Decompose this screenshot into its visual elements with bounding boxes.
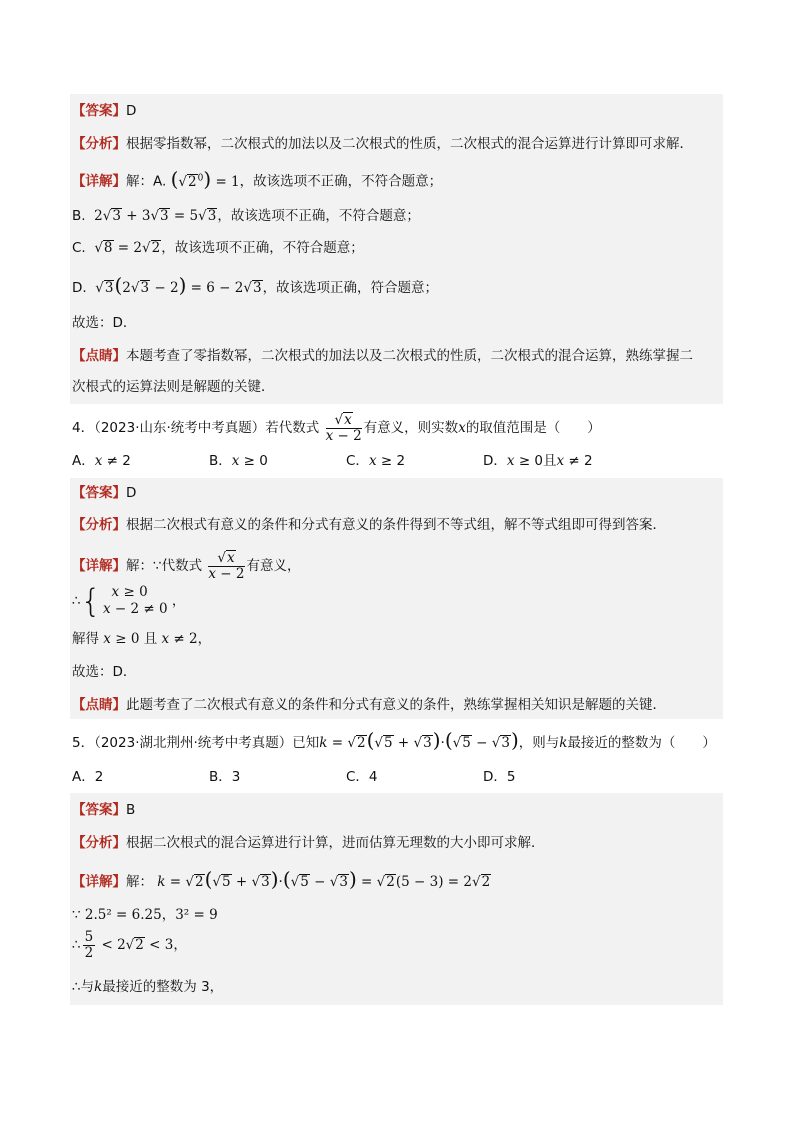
answer-tag: 【答案】 (72, 485, 126, 501)
option-a-conclusion: ，故该选项不正确，不符合题意； (239, 173, 443, 190)
q4-option-b[interactable]: B．x ≥ 0 (209, 453, 268, 469)
q5-detail-4 (72, 977, 223, 997)
q3-detail-c (72, 238, 364, 258)
q4-detail-system: ∴{ x ≥ 0 x − 2 ≠ 0 ， (72, 582, 186, 620)
detail-tag: 【详解】 (72, 874, 126, 890)
choose-text: 故选：D． (72, 315, 137, 331)
solve-and: 且 (143, 631, 158, 647)
q4-stem (72, 412, 601, 444)
option-b-expression: 2√3 + 3√3 = 5√3 (94, 208, 217, 224)
q3-detail-d (72, 275, 438, 298)
q4-answer (72, 483, 136, 503)
answer-tag: 【答案】 (72, 103, 126, 119)
q5-detail-3 (72, 930, 187, 961)
option-b-prefix: B. (72, 208, 86, 224)
comment-text: 此题考查了二次根式有意义的条件和分式有意义的条件，熟练掌握相关知识是解题的关键． (126, 697, 666, 713)
option-d-expression: √3(2√3 − 2) = 6 − 2√3 (95, 273, 262, 297)
q3-detail-b (72, 206, 420, 226)
q4-fraction: $\frac{√x}{x - 2}$ (325, 412, 362, 444)
q5-stem-suffix-a: ，则与 (518, 735, 560, 751)
q4-solve (72, 629, 211, 649)
q4-option-c[interactable]: C．x ≥ 2 (346, 453, 406, 469)
q5-options (72, 767, 620, 787)
q5-detail-2 (72, 905, 218, 925)
q4-options (72, 451, 620, 471)
q4-choose (72, 662, 136, 682)
choose-text: 故选：D． (72, 664, 137, 680)
option-d-conclusion: ，故该选项正确，符合题意； (262, 280, 439, 296)
detail-line1-prefix: 解：∵代数式 (126, 558, 203, 574)
q3-detail-a (72, 168, 442, 192)
q3-choose (72, 313, 136, 333)
q5-detail-1 (72, 869, 491, 892)
brace-icon: { (80, 582, 101, 620)
analysis-tag: 【分析】 (72, 136, 126, 152)
q4-detail-1 (72, 550, 301, 582)
q4-comment (72, 695, 666, 715)
q5-option-d[interactable]: D．5 (483, 769, 516, 785)
analysis-text: 根据零指数幂，二次根式的加法以及二次根式的性质，二次根式的混合运算进行计算即可求解． (126, 136, 693, 152)
option-c-conclusion: ，故该选项不正确，不符合题意； (161, 240, 364, 256)
solve-expression: x ≥ 0 (103, 631, 144, 647)
q4-option-d[interactable]: D．x ≥ 0且x ≠ 2 (483, 453, 593, 469)
detail-tag: 【详解】 (72, 173, 126, 190)
option-c-prefix: C. (72, 240, 86, 256)
estimate-line: ∵ 2.5² = 6.25，3² = 9 (72, 907, 218, 923)
option-a-expression: $(√2^0) = 1$ (170, 166, 240, 191)
q4-stem-prefix: 4．（2023·山东·统考中考真题）若代数式 (72, 420, 320, 436)
q4-option-a[interactable]: A．x ≠ 2 (72, 453, 131, 469)
answer-value: D (126, 103, 137, 119)
detail-tag: 【详解】 (72, 558, 126, 574)
option-d-prefix: D. (72, 280, 87, 296)
q3-analysis (72, 134, 693, 154)
comment-tag: 【点睛】 (72, 348, 126, 364)
solve-prefix: 解得 (72, 631, 99, 647)
therefore-symbol: ∴ (72, 937, 81, 953)
analysis-tag: 【分析】 (72, 835, 126, 851)
q4-stem-mid: 有意义，则实数 (363, 420, 459, 436)
q5-solution-block (70, 793, 723, 1005)
answer-value: B (126, 802, 136, 818)
answer-value: D (126, 485, 137, 501)
option-a-prefix: 解：A. (126, 173, 167, 190)
q5-variable-k: k (94, 979, 103, 995)
answer-tag: 【答案】 (72, 802, 126, 818)
inequality-chain: $\frac{5}{2}$ < 2√2 < 3， (84, 929, 187, 961)
q5-option-a[interactable]: A．2 (72, 769, 104, 785)
q5-stem-suffix-b: 最接近的整数为（ ） (567, 735, 716, 751)
q5-option-c[interactable]: C．4 (346, 769, 378, 785)
q3-comment (72, 346, 693, 366)
q4-detail-fraction: $\frac{√x}{x - 2}$ (208, 550, 245, 582)
q4-analysis (72, 515, 666, 535)
q5-option-b[interactable]: B．3 (209, 769, 241, 785)
option-c-expression: √8 = 2√2 (94, 240, 161, 256)
conclusion-prefix: ∴与 (72, 979, 95, 995)
solve-expression-2: x ≠ 2， (161, 631, 212, 647)
detail-prefix: 解： (126, 874, 153, 890)
q5-analysis (72, 833, 545, 853)
q5-stem (72, 730, 716, 753)
analysis-tag: 【分析】 (72, 517, 126, 533)
q4-stem-suffix: 的取值范围是（ ） (465, 420, 601, 436)
inequality-system: x ≥ 0 x − 2 ≠ 0 (102, 584, 168, 617)
q4-variable: x (458, 420, 466, 436)
q5-detail-expression: k = √2(√5 + √3)·(√5 − √3) = √2(5 − 3) = 2√2 (157, 867, 491, 891)
q3-answer (72, 101, 136, 121)
q5-expression: k = √2(√5 + √3)·(√5 − √3) (319, 728, 519, 752)
detail-line1-suffix: 有意义， (246, 558, 301, 574)
therefore-symbol: ∴ (72, 593, 81, 609)
comment-line-1: 本题考查了零指数幂，二次根式的加法以及二次根式的性质，二次根式的混合运算，熟练掌握二 (126, 348, 693, 364)
q3-comment-cont (72, 377, 275, 397)
q5-variable: k (559, 735, 568, 751)
q5-stem-prefix: 5．（2023·湖北荆州·统考中考真题）已知 (72, 735, 320, 751)
analysis-text: 根据二次根式的混合运算进行计算，进而估算无理数的大小即可求解． (126, 835, 545, 851)
analysis-text: 根据二次根式有意义的条件和分式有意义的条件得到不等式组，解不等式组即可得到答案． (126, 517, 666, 533)
q5-answer (72, 800, 135, 820)
comment-tag: 【点睛】 (72, 697, 126, 713)
option-b-conclusion: ，故该选项不正确，不符合题意； (217, 208, 420, 224)
conclusion-suffix: 最接近的整数为 3， (102, 979, 224, 995)
comment-line-2: 次根式的运算法则是解题的关键． (72, 379, 275, 395)
